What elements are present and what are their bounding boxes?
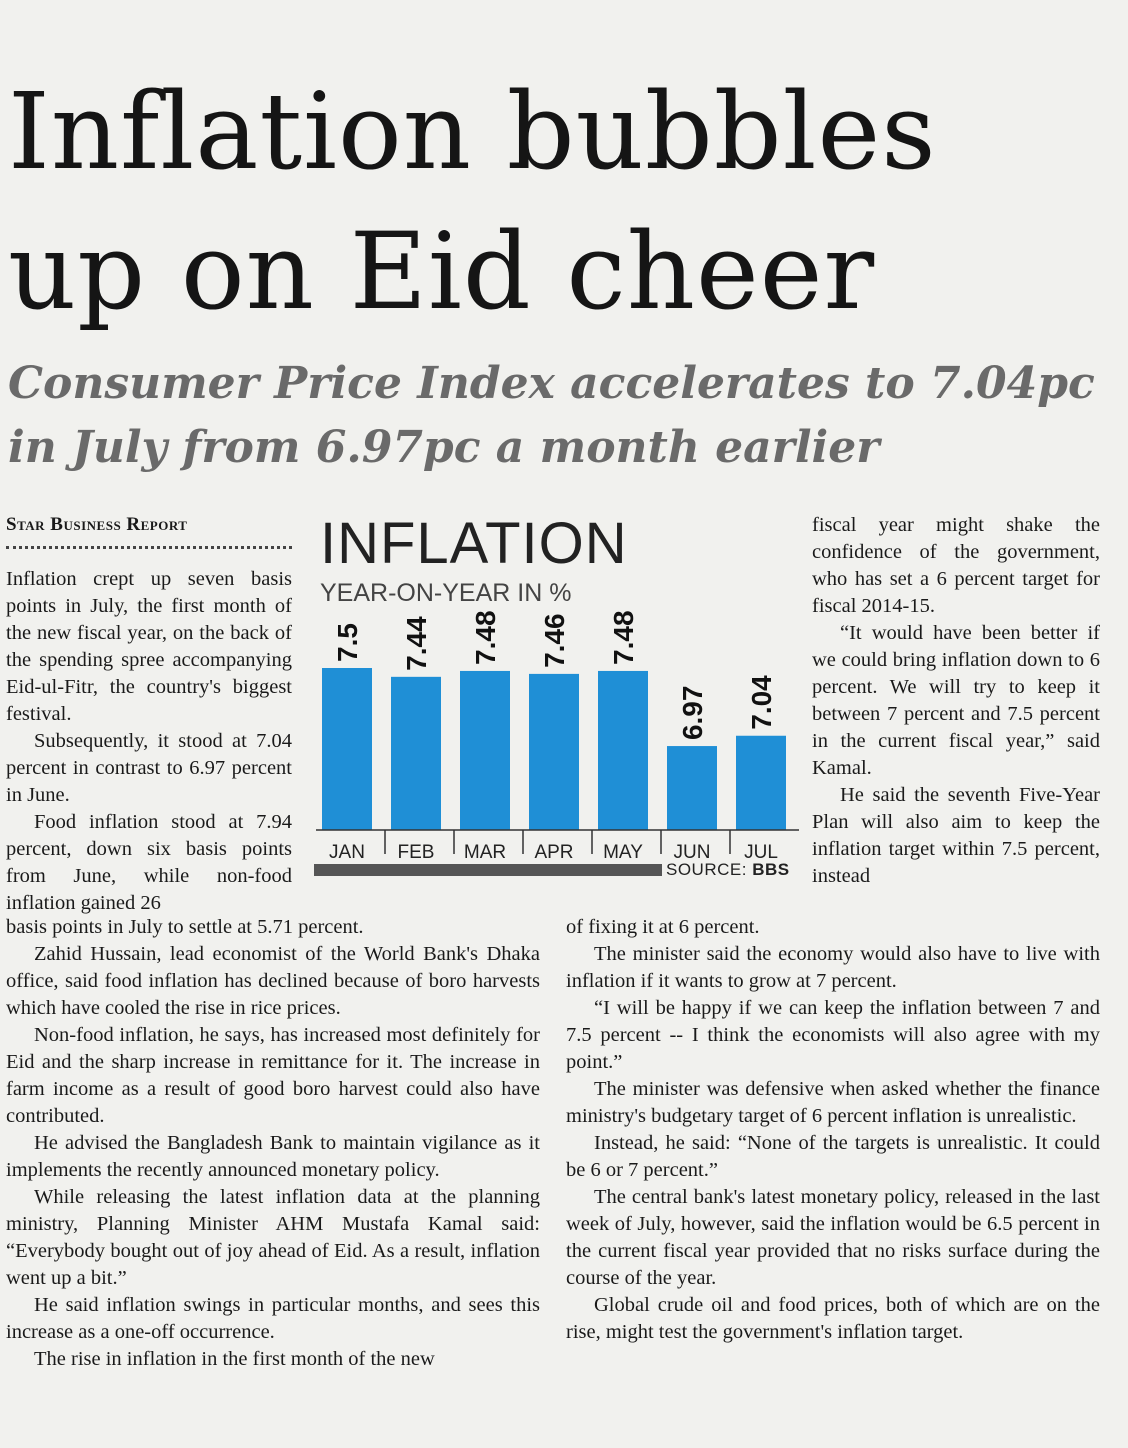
paragraph: He advised the Bangladesh Bank to maintain vigilance as it implements the recently announced monetary policy.: [6, 1132, 540, 1181]
bar-jun: [667, 746, 717, 830]
bar-apr: [529, 674, 579, 830]
paragraph: of fixing it at 6 percent.: [566, 916, 760, 938]
value-label-feb: 7.44: [401, 616, 432, 671]
bar-feb: [391, 677, 441, 830]
paragraph: “I will be happy if we can keep the inflation between 7 and 7.5 percent -- I think the economists will also agree with my point.”: [566, 997, 1100, 1073]
category-label-may: MAY: [603, 842, 643, 863]
headline-line-2: up on Eid cheer: [8, 210, 876, 333]
subheadline-line-1: Consumer Price Index accelerates to 7.04pc: [8, 358, 1095, 409]
column-2-top: [812, 512, 1100, 890]
column-1-bottom: [6, 914, 540, 1373]
chart-plot: [300, 508, 800, 888]
value-label-may: 7.48: [608, 610, 639, 665]
byline: Star Business Report: [6, 514, 188, 535]
bar-jan: [322, 668, 372, 830]
paragraph: Non-food inflation, he says, has increased most definitely for Eid and the sharp increase in remittance for it. The increase in farm income as a result of good boro harvest could also have contributed.: [6, 1024, 540, 1127]
value-label-apr: 7.46: [539, 613, 570, 668]
value-label-jun: 6.97: [677, 685, 708, 741]
category-label-mar: MAR: [463, 842, 507, 863]
category-label-jan: JAN: [329, 842, 365, 863]
subheadline: [8, 352, 1118, 480]
paragraph: basis points in July to settle at 5.71 percent.: [6, 916, 364, 938]
bar-mar: [460, 671, 510, 830]
column-2-bottom: [566, 914, 1100, 1346]
paragraph: He said the seventh Five-Year Plan will also aim to keep the inflation target within 7.5 percent, instead: [812, 784, 1100, 887]
paragraph: He said inflation swings in particular months, and sees this increase as a one-off occurrence.: [6, 1294, 540, 1343]
category-label-jul: JUL: [744, 842, 778, 863]
value-label-jan: 7.5: [332, 623, 363, 662]
paragraph: Global crude oil and food prices, both of which are on the rise, might test the government's inflation target.: [566, 1294, 1100, 1343]
paragraph: The rise in inflation in the first month of the new: [34, 1348, 435, 1370]
inflation-chart: [300, 508, 800, 888]
paragraph: The minister said the economy would also have to live with inflation if it wants to grow at 7 percent.: [566, 943, 1100, 992]
chart-source: [666, 860, 790, 880]
paragraph: fiscal year might shake the confidence of the government, who has set a 6 percent target for fiscal 2014-15.: [812, 514, 1100, 617]
value-label-mar: 7.48: [470, 610, 501, 665]
paragraph: “It would have been better if we could bring inflation down to 6 percent. We will try to keep it between 7 percent and 7.5 percent in the current fiscal year,” said Kamal.: [812, 622, 1100, 779]
headline: [8, 62, 1118, 342]
category-label-jun: JUN: [673, 842, 711, 863]
bar-may: [598, 671, 648, 830]
paragraph: The central bank's latest monetary policy, released in the last week of July, however, said the inflation would be 6.5 percent in the current fiscal year provided that no risks surface during the course of the year.: [566, 1186, 1100, 1289]
subheadline-line-2: in July from 6.97pc a month earlier: [8, 422, 880, 473]
chart-subtitle: YEAR-ON-YEAR IN %: [320, 579, 572, 607]
paragraph: Inflation crept up seven basis points in July, the first month of the new fiscal year, on the back of the spending spree accompanying Eid-ul-Fitr, the country's biggest festival.: [6, 568, 292, 725]
chart-source-name: BBS: [752, 860, 790, 879]
value-label-jul: 7.04: [746, 675, 777, 730]
chart-title: INFLATION: [320, 511, 628, 576]
column-1-top: [6, 566, 292, 917]
paragraph: Instead, he said: “None of the targets is unrealistic. It could be 6 or 7 percent.”: [566, 1132, 1100, 1181]
paragraph: Zahid Hussain, lead economist of the World Bank's Dhaka office, said food inflation has declined because of boro harvests which have cooled the rise in rice prices.: [6, 943, 540, 1019]
bar-jul: [736, 736, 786, 830]
paragraph: While releasing the latest inflation data at the planning ministry, Planning Minister AHM Mustafa Kamal said: “Everybody bought out of joy ahead of Eid. As a result, inflation went up a bit.”: [6, 1186, 540, 1289]
headline-line-1: Inflation bubbles: [8, 70, 937, 193]
source-bar: [314, 864, 662, 876]
paragraph: Subsequently, it stood at 7.04 percent in contrast to 6.97 percent in June.: [6, 730, 292, 806]
paragraph: The minister was defensive when asked whether the finance ministry's budgetary target of 6 percent inflation is unrealistic.: [566, 1078, 1100, 1127]
category-label-apr: APR: [534, 842, 574, 863]
paragraph: Food inflation stood at 7.94 percent, down six basis points from June, while non-food inflation gained 26: [6, 811, 292, 914]
byline-divider: [6, 546, 292, 549]
chart-source-prefix: SOURCE:: [666, 860, 753, 879]
category-label-feb: FEB: [397, 842, 435, 863]
